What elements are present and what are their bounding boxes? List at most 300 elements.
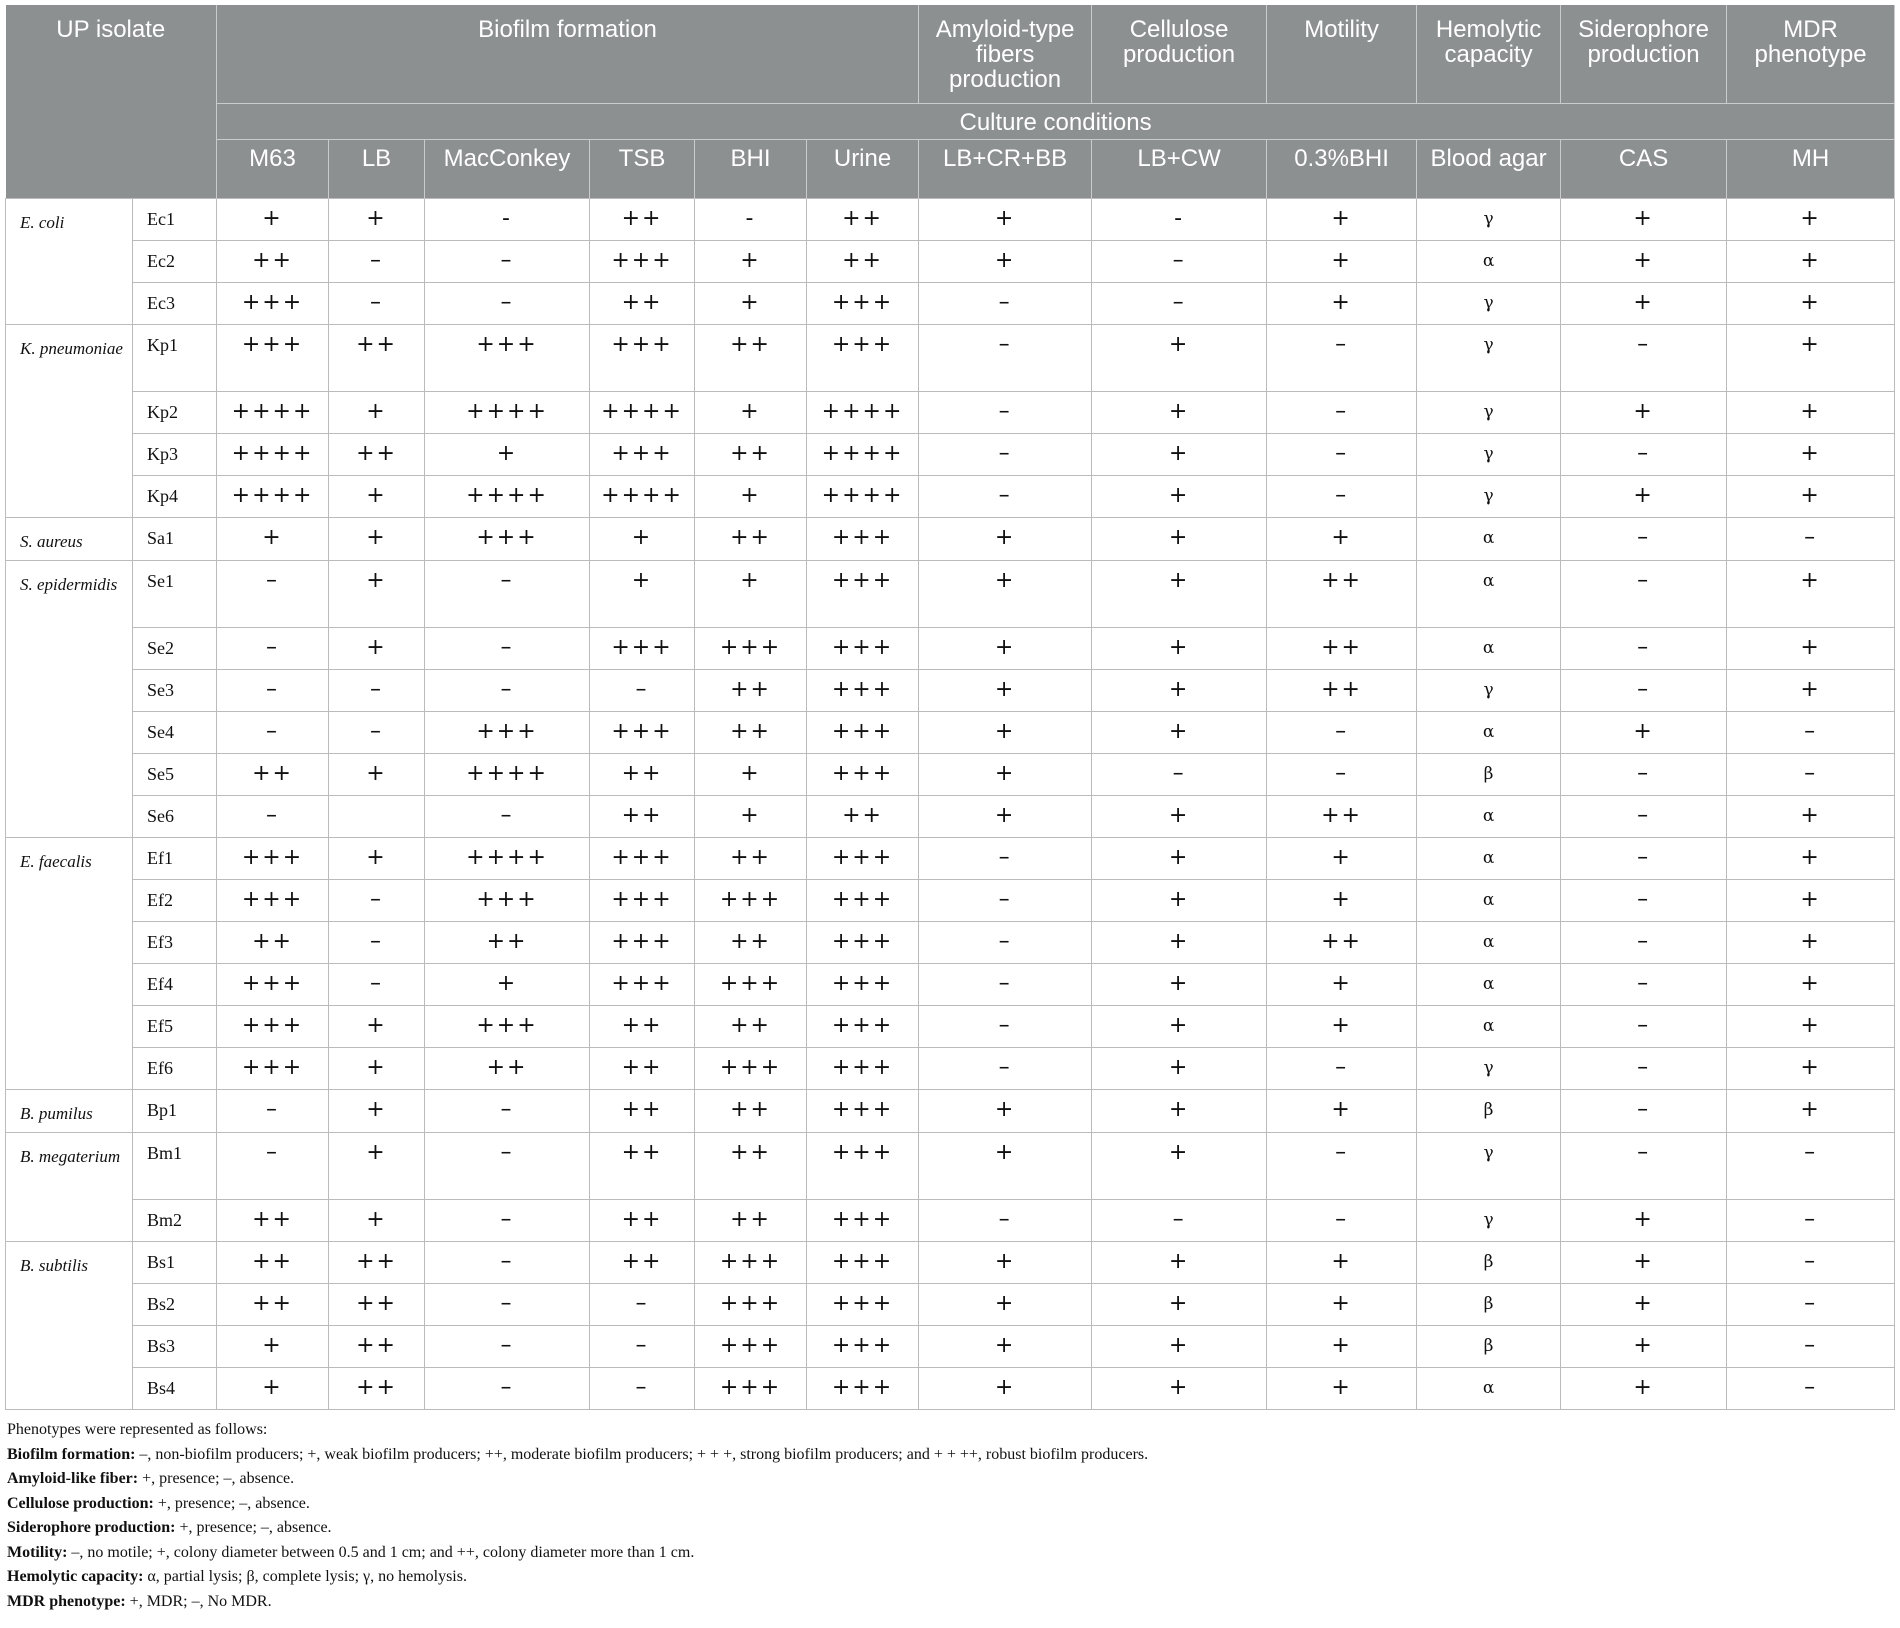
value-cell: – bbox=[1561, 880, 1727, 922]
value-cell: + bbox=[1092, 838, 1267, 880]
value-cell: + bbox=[1561, 1326, 1727, 1368]
value-cell: + bbox=[1092, 1090, 1267, 1133]
value-cell: ++ bbox=[807, 241, 919, 283]
footnote-label: Hemolytic capacity: bbox=[7, 1568, 144, 1585]
value-cell: – bbox=[217, 670, 329, 712]
isolate-id-cell: Se5 bbox=[133, 754, 217, 796]
value-cell: – bbox=[1267, 754, 1417, 796]
value-cell: + bbox=[1561, 241, 1727, 283]
table-row bbox=[6, 754, 1895, 796]
footnote-label: Biofilm formation: bbox=[7, 1445, 136, 1463]
value-cell: + bbox=[919, 1242, 1092, 1284]
value-cell: – bbox=[919, 325, 1092, 392]
value-cell: +++ bbox=[217, 964, 329, 1006]
value-cell: + bbox=[217, 518, 329, 561]
value-cell: – bbox=[1561, 670, 1727, 712]
value-cell: – bbox=[1727, 1242, 1895, 1284]
value-cell: ++++ bbox=[425, 838, 590, 880]
value-cell: + bbox=[919, 670, 1092, 712]
value-cell: – bbox=[425, 561, 590, 628]
value-cell: + bbox=[1267, 518, 1417, 561]
value-cell: +++ bbox=[807, 1284, 919, 1326]
table-row bbox=[6, 1090, 1895, 1133]
value-cell: – bbox=[425, 1368, 590, 1410]
table-row bbox=[6, 518, 1895, 561]
value-cell: + bbox=[695, 561, 807, 628]
value-cell: α bbox=[1417, 1006, 1561, 1048]
value-cell: + bbox=[1561, 1284, 1727, 1326]
isolate-id-cell: Ef4 bbox=[133, 964, 217, 1006]
value-cell: + bbox=[1267, 880, 1417, 922]
value-cell: – bbox=[919, 434, 1092, 476]
condition-header: 0.3%BHI bbox=[1267, 140, 1417, 199]
condition-header: CAS bbox=[1561, 140, 1727, 199]
footnote-text: –, no motile; +, colony diameter between 0.5 and 1 cm; and ++, colony diameter more than 1 cm. bbox=[67, 1543, 695, 1561]
footnote-line bbox=[7, 1565, 1892, 1590]
header-hemolytic: Hemolytic capacity bbox=[1417, 5, 1561, 104]
table-row bbox=[6, 880, 1895, 922]
footnote-text: +, MDR; –, No MDR. bbox=[125, 1592, 272, 1610]
phenotype-table bbox=[5, 5, 1895, 1410]
isolate-id-cell: Bm1 bbox=[133, 1133, 217, 1200]
table-row bbox=[6, 1200, 1895, 1242]
value-cell: ++ bbox=[1267, 670, 1417, 712]
condition-header: M63 bbox=[217, 140, 329, 199]
condition-header: LB bbox=[329, 140, 425, 199]
value-cell: +++ bbox=[590, 241, 695, 283]
value-cell: + bbox=[329, 754, 425, 796]
value-cell: ++ bbox=[590, 1090, 695, 1133]
value-cell: ++ bbox=[1267, 796, 1417, 838]
value-cell: – bbox=[217, 712, 329, 754]
condition-header: LB+CR+BB bbox=[919, 140, 1092, 199]
value-cell: +++ bbox=[807, 628, 919, 670]
value-cell: γ bbox=[1417, 283, 1561, 325]
value-cell: ++ bbox=[217, 1242, 329, 1284]
value-cell: – bbox=[590, 1326, 695, 1368]
value-cell: + bbox=[1727, 628, 1895, 670]
value-cell: + bbox=[1092, 476, 1267, 518]
value-cell: – bbox=[1092, 241, 1267, 283]
value-cell: β bbox=[1417, 1284, 1561, 1326]
header-amyloid: Amyloid-type fibers production bbox=[919, 5, 1092, 104]
value-cell: + bbox=[919, 712, 1092, 754]
value-cell: + bbox=[1561, 476, 1727, 518]
value-cell: + bbox=[1561, 392, 1727, 434]
value-cell: β bbox=[1417, 1090, 1561, 1133]
value-cell: + bbox=[695, 754, 807, 796]
isolate-id-cell: Se6 bbox=[133, 796, 217, 838]
value-cell: ++ bbox=[590, 1242, 695, 1284]
value-cell: + bbox=[1727, 561, 1895, 628]
value-cell: - bbox=[1092, 199, 1267, 241]
value-cell: +++ bbox=[807, 1326, 919, 1368]
value-cell: +++ bbox=[217, 283, 329, 325]
value-cell: + bbox=[329, 518, 425, 561]
header-up-isolate: UP isolate bbox=[6, 5, 217, 199]
species-cell: S. epidermidis bbox=[6, 561, 133, 838]
value-cell: + bbox=[919, 1284, 1092, 1326]
value-cell: ++ bbox=[590, 1200, 695, 1242]
value-cell: – bbox=[425, 1090, 590, 1133]
value-cell: ++ bbox=[807, 199, 919, 241]
value-cell: – bbox=[1561, 561, 1727, 628]
value-cell: α bbox=[1417, 796, 1561, 838]
value-cell: + bbox=[695, 283, 807, 325]
value-cell: + bbox=[919, 518, 1092, 561]
value-cell: +++ bbox=[695, 1284, 807, 1326]
value-cell: + bbox=[425, 964, 590, 1006]
value-cell: – bbox=[1267, 476, 1417, 518]
value-cell: + bbox=[1267, 1090, 1417, 1133]
value-cell: +++ bbox=[807, 1242, 919, 1284]
table-row bbox=[6, 325, 1895, 392]
value-cell: ++ bbox=[695, 1090, 807, 1133]
value-cell: γ bbox=[1417, 199, 1561, 241]
isolate-id-cell: Kp1 bbox=[133, 325, 217, 392]
value-cell: – bbox=[1561, 964, 1727, 1006]
value-cell: ++++ bbox=[425, 392, 590, 434]
value-cell: + bbox=[1727, 241, 1895, 283]
value-cell: ++++ bbox=[807, 434, 919, 476]
footnote-text: α, partial lysis; β, complete lysis; γ, no hemolysis. bbox=[143, 1568, 467, 1585]
footnote-text: +, presence; –, absence. bbox=[138, 1470, 295, 1487]
value-cell: + bbox=[1092, 561, 1267, 628]
value-cell: +++ bbox=[807, 1006, 919, 1048]
value-cell: – bbox=[425, 1133, 590, 1200]
table-row bbox=[6, 199, 1895, 241]
value-cell: + bbox=[1092, 712, 1267, 754]
value-cell: – bbox=[217, 628, 329, 670]
species-cell: S. aureus bbox=[6, 518, 133, 561]
value-cell: +++ bbox=[695, 880, 807, 922]
footnote-text: –, non-biofilm producers; +, weak biofilm producers; ++, moderate biofilm producers; + + +, strong biofilm producers; and + + ++, robust biofilm producers. bbox=[135, 1445, 1149, 1463]
value-cell: ++++ bbox=[590, 392, 695, 434]
isolate-id-cell: Ef6 bbox=[133, 1048, 217, 1090]
value-cell: + bbox=[1092, 1048, 1267, 1090]
value-cell: + bbox=[1561, 1242, 1727, 1284]
value-cell: ++ bbox=[217, 754, 329, 796]
value-cell: ++ bbox=[590, 1133, 695, 1200]
value-cell: + bbox=[1267, 1284, 1417, 1326]
value-cell: + bbox=[1727, 922, 1895, 964]
value-cell: + bbox=[919, 1090, 1092, 1133]
value-cell: γ bbox=[1417, 1048, 1561, 1090]
value-cell: +++ bbox=[217, 838, 329, 880]
value-cell: + bbox=[919, 561, 1092, 628]
table-row bbox=[6, 1284, 1895, 1326]
value-cell: + bbox=[329, 1048, 425, 1090]
value-cell: – bbox=[1267, 1133, 1417, 1200]
value-cell: – bbox=[1092, 283, 1267, 325]
value-cell: +++ bbox=[425, 325, 590, 392]
table-row bbox=[6, 964, 1895, 1006]
condition-header: BHI bbox=[695, 140, 807, 199]
value-cell: + bbox=[1092, 1242, 1267, 1284]
value-cell: +++ bbox=[807, 880, 919, 922]
value-cell: – bbox=[1727, 1284, 1895, 1326]
value-cell: – bbox=[1267, 392, 1417, 434]
footnote-text: +, presence; –, absence. bbox=[153, 1494, 310, 1512]
value-cell: – bbox=[1561, 1006, 1727, 1048]
isolate-id-cell: Bs3 bbox=[133, 1326, 217, 1368]
value-cell: + bbox=[590, 561, 695, 628]
isolate-id-cell: Ef1 bbox=[133, 838, 217, 880]
value-cell: +++ bbox=[425, 518, 590, 561]
isolate-id-cell: Se2 bbox=[133, 628, 217, 670]
value-cell: – bbox=[919, 922, 1092, 964]
value-cell: + bbox=[1267, 1242, 1417, 1284]
value-cell: +++ bbox=[425, 1006, 590, 1048]
value-cell: ++ bbox=[329, 1284, 425, 1326]
table-row bbox=[6, 1326, 1895, 1368]
value-cell: +++ bbox=[807, 325, 919, 392]
value-cell: ++++ bbox=[425, 476, 590, 518]
value-cell: – bbox=[329, 712, 425, 754]
condition-header: MH bbox=[1727, 140, 1895, 199]
value-cell: ++ bbox=[590, 1006, 695, 1048]
value-cell: - bbox=[695, 199, 807, 241]
value-cell: +++ bbox=[590, 434, 695, 476]
footnote-line bbox=[7, 1590, 1892, 1615]
value-cell: + bbox=[1727, 838, 1895, 880]
footnote-line bbox=[7, 1443, 1892, 1468]
value-cell: +++ bbox=[807, 283, 919, 325]
isolate-id-cell: Ef3 bbox=[133, 922, 217, 964]
footnote-label: MDR phenotype: bbox=[7, 1592, 126, 1610]
value-cell: ++++ bbox=[425, 754, 590, 796]
value-cell: – bbox=[425, 241, 590, 283]
table-row bbox=[6, 628, 1895, 670]
value-cell: ++ bbox=[329, 1326, 425, 1368]
value-cell: – bbox=[919, 838, 1092, 880]
value-cell: +++ bbox=[807, 561, 919, 628]
value-cell: + bbox=[919, 1368, 1092, 1410]
value-cell: + bbox=[1727, 476, 1895, 518]
value-cell: + bbox=[329, 1090, 425, 1133]
value-cell: + bbox=[329, 199, 425, 241]
value-cell: + bbox=[425, 434, 590, 476]
value-cell: ++ bbox=[695, 1200, 807, 1242]
value-cell: +++ bbox=[590, 880, 695, 922]
value-cell: – bbox=[1561, 1090, 1727, 1133]
table-row bbox=[6, 476, 1895, 518]
value-cell: + bbox=[1092, 1006, 1267, 1048]
value-cell: +++ bbox=[695, 628, 807, 670]
value-cell: – bbox=[919, 392, 1092, 434]
value-cell: +++ bbox=[590, 964, 695, 1006]
value-cell: +++ bbox=[590, 712, 695, 754]
value-cell: +++ bbox=[807, 1368, 919, 1410]
value-cell: – bbox=[919, 476, 1092, 518]
value-cell: +++ bbox=[807, 670, 919, 712]
value-cell: ++ bbox=[807, 796, 919, 838]
condition-header: Blood agar bbox=[1417, 140, 1561, 199]
table-row bbox=[6, 561, 1895, 628]
table-row bbox=[6, 283, 1895, 325]
value-cell: – bbox=[329, 880, 425, 922]
value-cell: – bbox=[1561, 628, 1727, 670]
value-cell: + bbox=[1727, 283, 1895, 325]
value-cell: – bbox=[1561, 1048, 1727, 1090]
value-cell: + bbox=[1727, 1048, 1895, 1090]
value-cell: – bbox=[1727, 712, 1895, 754]
value-cell: +++ bbox=[590, 922, 695, 964]
value-cell: – bbox=[329, 283, 425, 325]
condition-header: MacConkey bbox=[425, 140, 590, 199]
value-cell: + bbox=[1727, 880, 1895, 922]
value-cell: + bbox=[329, 628, 425, 670]
table-figure bbox=[5, 5, 1892, 1614]
value-cell: – bbox=[425, 1200, 590, 1242]
value-cell: + bbox=[1092, 922, 1267, 964]
value-cell: ++ bbox=[217, 922, 329, 964]
isolate-id-cell: Bm2 bbox=[133, 1200, 217, 1242]
value-cell: – bbox=[425, 628, 590, 670]
value-cell: + bbox=[1727, 1006, 1895, 1048]
value-cell: + bbox=[1092, 518, 1267, 561]
species-cell: E. faecalis bbox=[6, 838, 133, 1090]
value-cell: – bbox=[329, 964, 425, 1006]
table-row bbox=[6, 392, 1895, 434]
value-cell: – bbox=[217, 796, 329, 838]
table-row bbox=[6, 434, 1895, 476]
value-cell: + bbox=[329, 1133, 425, 1200]
value-cell: α bbox=[1417, 628, 1561, 670]
value-cell: ++++ bbox=[217, 476, 329, 518]
value-cell: +++ bbox=[217, 880, 329, 922]
value-cell: – bbox=[1561, 838, 1727, 880]
value-cell: + bbox=[1092, 1284, 1267, 1326]
value-cell: +++ bbox=[807, 1048, 919, 1090]
value-cell: +++ bbox=[807, 518, 919, 561]
value-cell: – bbox=[425, 1242, 590, 1284]
value-cell: +++ bbox=[695, 964, 807, 1006]
footnote-line bbox=[7, 1492, 1892, 1517]
table-row bbox=[6, 241, 1895, 283]
value-cell: – bbox=[425, 1326, 590, 1368]
table-body bbox=[6, 199, 1895, 1410]
isolate-id-cell: Se1 bbox=[133, 561, 217, 628]
value-cell: ++ bbox=[329, 434, 425, 476]
species-cell: K. pneumoniae bbox=[6, 325, 133, 518]
value-cell: – bbox=[425, 796, 590, 838]
footnote-intro: Phenotypes were represented as follows: bbox=[7, 1421, 268, 1438]
value-cell: +++ bbox=[425, 880, 590, 922]
value-cell: – bbox=[425, 670, 590, 712]
value-cell: – bbox=[1267, 1048, 1417, 1090]
value-cell: ++ bbox=[329, 1368, 425, 1410]
value-cell: – bbox=[1561, 796, 1727, 838]
value-cell: + bbox=[1561, 283, 1727, 325]
value-cell: ++ bbox=[695, 838, 807, 880]
value-cell: +++ bbox=[807, 838, 919, 880]
value-cell: + bbox=[1561, 1200, 1727, 1242]
value-cell: – bbox=[1727, 1326, 1895, 1368]
value-cell: ++++ bbox=[807, 476, 919, 518]
value-cell: ++++ bbox=[590, 476, 695, 518]
footnote-label: Amyloid-like fiber: bbox=[7, 1470, 139, 1487]
value-cell: – bbox=[1267, 712, 1417, 754]
value-cell: + bbox=[1092, 434, 1267, 476]
value-cell: - bbox=[425, 199, 590, 241]
value-cell: + bbox=[919, 241, 1092, 283]
value-cell: + bbox=[1267, 241, 1417, 283]
value-cell: – bbox=[1092, 1200, 1267, 1242]
value-cell: α bbox=[1417, 964, 1561, 1006]
value-cell: ++++ bbox=[807, 392, 919, 434]
value-cell: + bbox=[1727, 199, 1895, 241]
condition-header: LB+CW bbox=[1092, 140, 1267, 199]
value-cell: + bbox=[1727, 796, 1895, 838]
value-cell: + bbox=[1561, 712, 1727, 754]
header-motility: Motility bbox=[1267, 5, 1417, 104]
footnote-label: Cellulose production: bbox=[7, 1494, 154, 1512]
value-cell bbox=[329, 796, 425, 838]
value-cell: – bbox=[919, 283, 1092, 325]
value-cell: ++ bbox=[590, 1048, 695, 1090]
isolate-id-cell: Kp2 bbox=[133, 392, 217, 434]
value-cell: + bbox=[919, 628, 1092, 670]
value-cell: + bbox=[1727, 964, 1895, 1006]
value-cell: ++ bbox=[695, 434, 807, 476]
value-cell: – bbox=[1561, 434, 1727, 476]
value-cell: + bbox=[1092, 325, 1267, 392]
value-cell: ++ bbox=[329, 1242, 425, 1284]
footnote-line bbox=[7, 1541, 1892, 1566]
table-row bbox=[6, 1242, 1895, 1284]
table-row bbox=[6, 838, 1895, 880]
value-cell: + bbox=[695, 796, 807, 838]
value-cell: + bbox=[329, 476, 425, 518]
table-row bbox=[6, 796, 1895, 838]
value-cell: – bbox=[329, 922, 425, 964]
value-cell: + bbox=[1267, 838, 1417, 880]
isolate-id-cell: Ec1 bbox=[133, 199, 217, 241]
value-cell: + bbox=[919, 796, 1092, 838]
value-cell: α bbox=[1417, 880, 1561, 922]
table-footnotes bbox=[5, 1418, 1892, 1614]
value-cell: +++ bbox=[590, 325, 695, 392]
value-cell: – bbox=[1267, 1200, 1417, 1242]
value-cell: – bbox=[1561, 754, 1727, 796]
value-cell: ++ bbox=[590, 199, 695, 241]
value-cell: +++ bbox=[807, 1133, 919, 1200]
value-cell: +++ bbox=[807, 1200, 919, 1242]
value-cell: α bbox=[1417, 838, 1561, 880]
isolate-id-cell: Sa1 bbox=[133, 518, 217, 561]
value-cell: ++ bbox=[217, 1200, 329, 1242]
value-cell: + bbox=[1267, 1368, 1417, 1410]
species-cell: B. subtilis bbox=[6, 1242, 133, 1410]
header-cellulose: Cellulose production bbox=[1092, 5, 1267, 104]
species-cell: B. pumilus bbox=[6, 1090, 133, 1133]
value-cell: – bbox=[919, 880, 1092, 922]
isolate-id-cell: Kp3 bbox=[133, 434, 217, 476]
value-cell: – bbox=[919, 964, 1092, 1006]
value-cell: + bbox=[329, 1006, 425, 1048]
value-cell: + bbox=[695, 392, 807, 434]
value-cell: + bbox=[1092, 1368, 1267, 1410]
value-cell: ++ bbox=[695, 712, 807, 754]
value-cell: + bbox=[1267, 283, 1417, 325]
value-cell: + bbox=[1267, 1006, 1417, 1048]
value-cell: γ bbox=[1417, 476, 1561, 518]
value-cell: +++ bbox=[217, 1048, 329, 1090]
value-cell: – bbox=[425, 283, 590, 325]
value-cell: +++ bbox=[217, 1006, 329, 1048]
isolate-id-cell: Bp1 bbox=[133, 1090, 217, 1133]
